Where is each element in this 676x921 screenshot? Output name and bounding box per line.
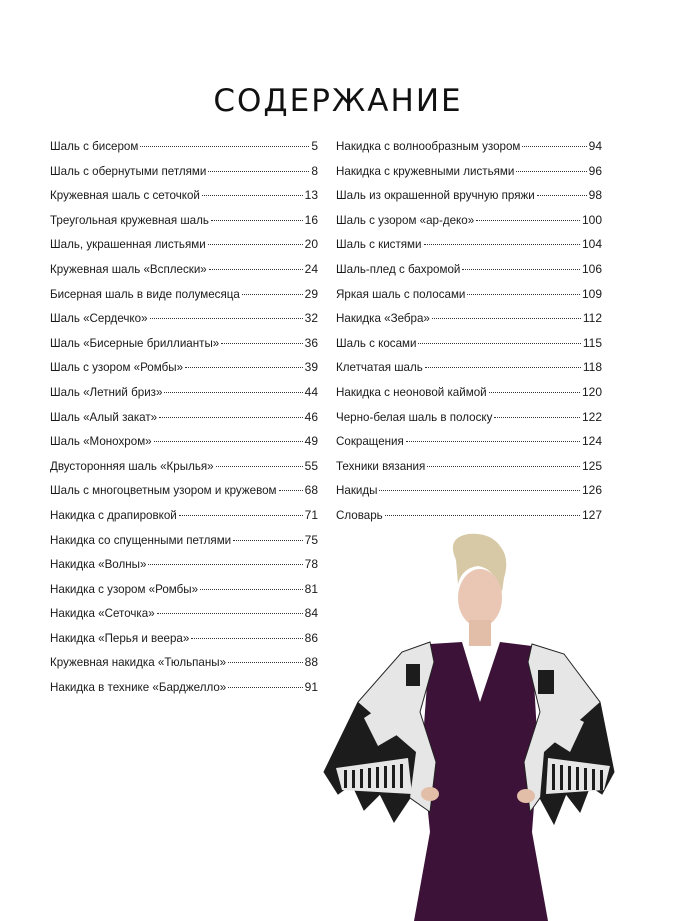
toc-entry-page: 49 xyxy=(304,434,318,449)
toc-entry-page: 44 xyxy=(304,384,318,399)
toc-leader-dots xyxy=(279,489,303,491)
toc-entry-page: 36 xyxy=(304,335,318,350)
toc-entry-title: Накидка в технике «Барджелло» xyxy=(50,681,227,695)
toc-entry-page: 20 xyxy=(304,237,318,252)
toc-entry-title: Шаль «Бисерные бриллианты» xyxy=(50,336,220,350)
toc-entry xyxy=(336,456,602,481)
page-title: СОДЕРЖАНИЕ xyxy=(213,82,463,119)
toc-leader-dots xyxy=(424,243,580,245)
toc-entry xyxy=(50,530,318,555)
toc-entry-page: 91 xyxy=(304,680,318,695)
toc-entry-page: 124 xyxy=(581,434,602,449)
toc-entry-page: 122 xyxy=(581,409,602,424)
toc-entry-title: Шаль с обернутыми петлями xyxy=(50,164,207,178)
toc-entry-title: Кружевная шаль «Всплески» xyxy=(50,262,207,276)
toc-leader-dots xyxy=(209,268,303,270)
model-neck xyxy=(469,620,491,646)
toc-entry-title: Шаль с косами xyxy=(336,336,417,350)
toc-leader-dots xyxy=(489,391,580,393)
toc-entry-title: Яркая шаль с полосами xyxy=(336,287,466,301)
toc-entry-page: 8 xyxy=(311,163,318,178)
toc-entry xyxy=(50,284,318,309)
toc-leader-dots xyxy=(418,342,580,344)
toc-entry-title: Треугольная кружевная шаль xyxy=(50,213,209,227)
toc-entry-page: 81 xyxy=(304,581,318,596)
toc-entry-title: Накидка с неоновой каймой xyxy=(336,385,487,399)
toc-entry-title: Техники вязания xyxy=(336,459,426,473)
toc-entry xyxy=(50,185,318,210)
toc-leader-dots xyxy=(406,440,580,442)
toc-entry-page: 24 xyxy=(304,261,318,276)
toc-entry xyxy=(50,357,318,382)
toc-entry-page: 88 xyxy=(304,655,318,670)
toc-leader-dots xyxy=(379,489,580,491)
toc-entry xyxy=(336,357,602,382)
toc-entry-page: 13 xyxy=(304,188,318,203)
toc-entry-page: 104 xyxy=(581,237,602,252)
toc-leader-dots xyxy=(467,293,580,295)
toc-entry-page: 98 xyxy=(588,188,602,203)
toc-leader-dots xyxy=(140,145,309,147)
toc-entry-title: Шаль «Монохром» xyxy=(50,435,152,449)
toc-entry-title: Шаль «Сердечко» xyxy=(50,312,148,326)
toc-entry-title: Шаль, украшенная листьями xyxy=(50,238,206,252)
toc-leader-dots xyxy=(221,342,302,344)
toc-leader-dots xyxy=(228,661,303,663)
model-photo xyxy=(318,532,618,921)
toc-leader-dots xyxy=(208,243,303,245)
toc-entry-title: Шаль «Алый закат» xyxy=(50,410,158,424)
toc-leader-dots xyxy=(432,317,581,319)
toc-entry-title: Накидка с волнообразным узором xyxy=(336,140,521,153)
toc-entry-page: 55 xyxy=(304,458,318,473)
toc-entry xyxy=(336,382,602,407)
toc-entry xyxy=(336,284,602,309)
model-hand-left xyxy=(421,787,439,801)
toc-entry xyxy=(336,407,602,432)
toc-entry-page: 118 xyxy=(582,360,602,375)
toc-entry xyxy=(50,628,318,653)
toc-entry xyxy=(336,185,602,210)
toc-entry-page: 16 xyxy=(304,212,318,227)
toc-entry-title: Сокращения xyxy=(336,435,404,449)
toc-leader-dots xyxy=(200,588,303,590)
toc-leader-dots xyxy=(154,440,303,442)
toc-entry xyxy=(336,333,602,358)
toc-entry-page: 29 xyxy=(304,286,318,301)
model-face xyxy=(458,569,502,627)
toc-entry-title: Накидка с драпировкой xyxy=(50,508,177,522)
toc-leader-dots xyxy=(159,416,303,418)
toc-entry xyxy=(50,382,318,407)
toc-entry xyxy=(336,480,602,505)
toc-entry-page: 84 xyxy=(304,606,318,621)
toc-entry-page: 71 xyxy=(304,507,318,522)
toc-leader-dots xyxy=(191,637,302,639)
toc-entry-page: 68 xyxy=(304,483,318,498)
toc-leader-dots xyxy=(385,514,580,516)
toc-entry-title: Двусторонняя шаль «Крылья» xyxy=(50,459,214,473)
toc-leader-dots xyxy=(242,293,303,295)
toc-entry-page: 127 xyxy=(581,507,602,522)
toc-entry-title: Шаль-плед с бахромой xyxy=(336,262,461,276)
toc-leader-dots xyxy=(211,219,303,221)
toc-entry xyxy=(336,259,602,284)
toc-entry-page: 126 xyxy=(581,483,602,498)
toc-leader-dots xyxy=(148,563,302,565)
toc-entry-page: 120 xyxy=(581,384,602,399)
toc-leader-dots xyxy=(216,465,303,467)
toc-leader-dots xyxy=(228,686,302,688)
toc-entry-title: Накидка с кружевными листьями xyxy=(336,164,515,178)
toc-entry-title: Накидка «Волны» xyxy=(50,558,147,572)
toc-entry xyxy=(50,136,318,161)
toc-entry xyxy=(50,407,318,432)
toc-entry xyxy=(50,505,318,530)
toc-leader-dots xyxy=(202,194,303,196)
toc-entry-page: 106 xyxy=(581,261,602,276)
toc-entry-title: Клетчатая шаль xyxy=(336,361,423,375)
shawl-right xyxy=(524,644,614,824)
toc-entry xyxy=(336,136,602,161)
toc-entry-page: 46 xyxy=(304,409,318,424)
toc-entry xyxy=(50,431,318,456)
toc-entry xyxy=(336,161,602,186)
toc-entry xyxy=(50,161,318,186)
toc-entry-page: 78 xyxy=(304,557,318,572)
toc-entry xyxy=(50,480,318,505)
toc-entry-title: Накидка со спущенными петлями xyxy=(50,533,232,547)
toc-entry xyxy=(336,505,602,530)
toc-leader-dots xyxy=(516,170,586,172)
toc-leader-dots xyxy=(427,465,580,467)
toc-entry-page: 94 xyxy=(588,139,602,153)
toc-entry xyxy=(50,456,318,481)
toc-entry-title: Шаль с узором «Ромбы» xyxy=(50,361,184,375)
toc-entry-page: 96 xyxy=(588,163,602,178)
toc-entry-title: Накидка «Сеточка» xyxy=(50,607,155,621)
toc-leader-dots xyxy=(462,268,580,270)
toc-entry-title: Словарь xyxy=(336,508,383,522)
toc-entry-page: 39 xyxy=(304,360,318,375)
toc-leader-dots xyxy=(179,514,303,516)
toc-entry xyxy=(50,579,318,604)
toc-entry-page: 112 xyxy=(582,311,602,326)
toc-entry-page: 5 xyxy=(311,139,318,153)
toc-entry-title: Накидка «Зебра» xyxy=(336,312,430,326)
toc-entry-title: Накидка с узором «Ромбы» xyxy=(50,582,199,596)
toc-entry-page: 109 xyxy=(581,286,602,301)
toc-entry-title: Накиды xyxy=(336,484,378,498)
toc-leader-dots xyxy=(233,539,302,541)
toc-entry-title: Кружевная шаль с сеточкой xyxy=(50,189,200,203)
toc-entry xyxy=(50,234,318,259)
toc-entry-title: Кружевная накидка «Тюльпаны» xyxy=(50,656,227,670)
toc-entry xyxy=(336,431,602,456)
toc-leader-dots xyxy=(150,317,303,319)
toc-entry xyxy=(50,308,318,333)
toc-entry-title: Шаль с многоцветным узором и кружевом xyxy=(50,484,277,498)
toc-entry-page: 125 xyxy=(581,458,602,473)
toc-entry-title: Накидка «Перья и веера» xyxy=(50,631,190,645)
toc-entry-title: Черно-белая шаль в полоску xyxy=(336,410,493,424)
toc-entry-title: Шаль «Летний бриз» xyxy=(50,385,163,399)
toc-entry xyxy=(50,210,318,235)
toc-entry-title: Шаль с узором «ар-деко» xyxy=(336,213,475,227)
toc-entry-page: 115 xyxy=(582,335,602,350)
toc-entry-page: 86 xyxy=(304,630,318,645)
toc-leader-dots xyxy=(537,194,587,196)
toc-entry xyxy=(336,234,602,259)
toc-entry-page: 75 xyxy=(304,532,318,547)
toc-entry-title: Шаль из окрашенной вручную пряжи xyxy=(336,189,535,203)
toc-leader-dots xyxy=(476,219,580,221)
shawl-left xyxy=(324,642,436,822)
toc-entry xyxy=(50,652,318,677)
toc-entry xyxy=(50,333,318,358)
toc-leader-dots xyxy=(425,366,581,368)
toc-entry xyxy=(50,259,318,284)
toc-entry-title: Бисерная шаль в виде полумесяца xyxy=(50,287,240,301)
toc-leader-dots xyxy=(157,612,303,614)
toc-entry xyxy=(336,210,602,235)
toc-entry-page: 32 xyxy=(304,311,318,326)
toc-leader-dots xyxy=(164,391,302,393)
toc-entry-title: Шаль с кистями xyxy=(336,238,422,252)
toc-entry-title: Шаль с бисером xyxy=(50,140,139,153)
toc-leader-dots xyxy=(185,366,303,368)
toc-leader-dots xyxy=(522,145,586,147)
model-hand-right xyxy=(517,789,535,803)
toc-right-column xyxy=(336,136,602,530)
toc-leader-dots xyxy=(208,170,309,172)
toc-entry xyxy=(336,308,602,333)
toc-entry xyxy=(50,603,318,628)
toc-entry xyxy=(50,554,318,579)
toc-entry-page: 100 xyxy=(581,212,602,227)
toc-left-column xyxy=(50,136,318,702)
toc-leader-dots xyxy=(494,416,580,418)
toc-entry xyxy=(50,677,318,702)
